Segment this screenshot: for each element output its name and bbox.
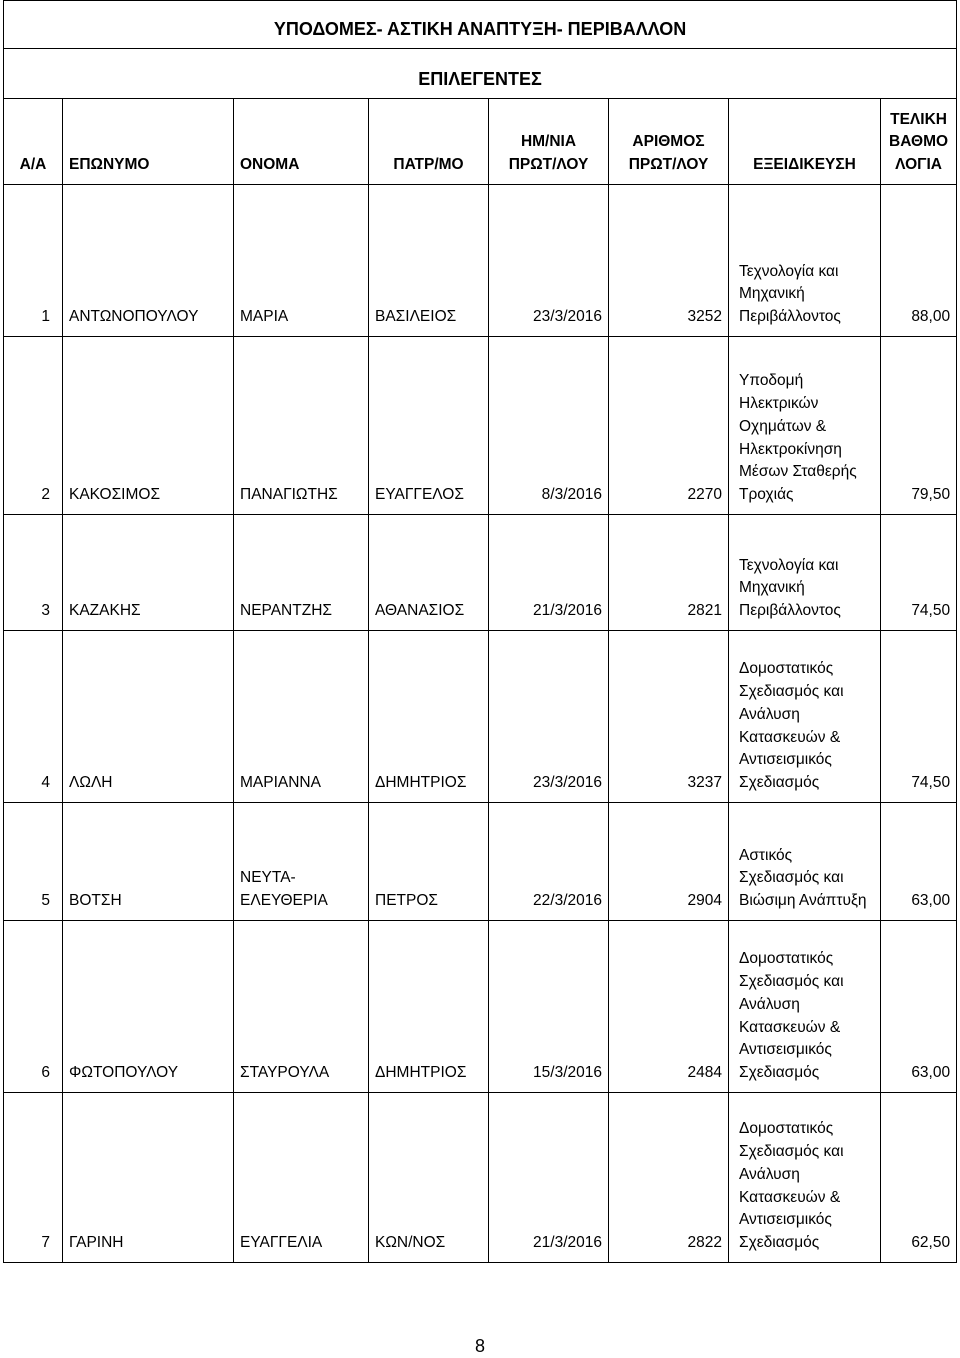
column-header-aa: Α/Α — [4, 99, 63, 185]
table-row — [4, 185, 957, 337]
document-title: ΥΠΟΔΟΜΕΣ- ΑΣΤΙΚΗ ΑΝΑΠΤΥΞΗ- ΠΕΡΙΒΑΛΛΟΝ — [4, 1, 957, 49]
cell-protocol: 3252 — [609, 185, 729, 337]
table-row — [4, 337, 957, 515]
page-number: 8 — [474, 1336, 485, 1356]
column-header-father: ΠΑΤΡ/ΜΟ — [369, 99, 489, 185]
cell-father: ΒΑΣΙΛΕΙΟΣ — [369, 185, 489, 337]
cell-date: 21/3/2016 — [489, 515, 609, 631]
cell-father: ΚΩΝ/ΝΟΣ — [369, 1093, 489, 1263]
cell-date: 8/3/2016 — [489, 337, 609, 515]
cell-father: ΑΘΑΝΑΣΙΟΣ — [369, 515, 489, 631]
cell-specialization: Αστικός Σχεδιασμός και Βιώσιμη Ανάπτυξη — [729, 803, 881, 921]
cell-name: ΝΕΥΤΑ- ΕΛΕΥΘΕΡΙΑ — [234, 803, 369, 921]
cell-protocol: 2904 — [609, 803, 729, 921]
cell-surname: ΦΩΤΟΠΟΥΛΟΥ — [63, 921, 234, 1093]
cell-score: 62,50 — [881, 1093, 957, 1263]
column-header-date: ΗΜ/ΝΙΑ ΠΡΩΤ/ΛΟΥ — [489, 99, 609, 185]
cell-name: ΜΑΡΙΑ — [234, 185, 369, 337]
cell-date: 15/3/2016 — [489, 921, 609, 1093]
cell-father: ΕΥΑΓΓΕΛΟΣ — [369, 337, 489, 515]
cell-score: 63,00 — [881, 803, 957, 921]
cell-surname: ΚΑΖΑΚΗΣ — [63, 515, 234, 631]
cell-name: ΜΑΡΙΑΝΝΑ — [234, 631, 369, 803]
column-header-score: ΤΕΛΙΚΗ ΒΑΘΜΟ ΛΟΓΙΑ — [881, 99, 957, 185]
cell-surname: ΓΑΡΙΝΗ — [63, 1093, 234, 1263]
document-subtitle: ΕΠΙΛΕΓΕΝΤΕΣ — [4, 49, 957, 99]
table-row — [4, 921, 957, 1093]
cell-protocol: 2270 — [609, 337, 729, 515]
results-table — [3, 0, 957, 1263]
cell-protocol: 3237 — [609, 631, 729, 803]
cell-specialization: Τεχνολογία και Μηχανική Περιβάλλοντος — [729, 185, 881, 337]
cell-protocol: 2484 — [609, 921, 729, 1093]
cell-surname: ΛΩΛΗ — [63, 631, 234, 803]
column-header-name: ΟΝΟΜΑ — [234, 99, 369, 185]
cell-aa: 5 — [4, 803, 63, 921]
cell-specialization: Δομοστατικός Σχεδιασμός και Ανάλυση Κατασκευών & Αντισεισμικός Σχεδιασμός — [729, 921, 881, 1093]
table-row — [4, 1093, 957, 1263]
cell-name: ΣΤΑΥΡΟΥΛΑ — [234, 921, 369, 1093]
cell-score: 88,00 — [881, 185, 957, 337]
cell-score: 74,50 — [881, 631, 957, 803]
cell-father: ΔΗΜΗΤΡΙΟΣ — [369, 631, 489, 803]
cell-name: ΕΥΑΓΓΕΛΙΑ — [234, 1093, 369, 1263]
cell-date: 21/3/2016 — [489, 1093, 609, 1263]
cell-aa: 7 — [4, 1093, 63, 1263]
cell-name: ΠΑΝΑΓΙΩΤΗΣ — [234, 337, 369, 515]
cell-specialization: Τεχνολογία και Μηχανική Περιβάλλοντος — [729, 515, 881, 631]
cell-date: 23/3/2016 — [489, 185, 609, 337]
cell-score: 63,00 — [881, 921, 957, 1093]
cell-date: 22/3/2016 — [489, 803, 609, 921]
cell-name: ΝΕΡΑΝΤΖΗΣ — [234, 515, 369, 631]
cell-father: ΔΗΜΗΤΡΙΟΣ — [369, 921, 489, 1093]
cell-surname: ΚΑΚΟΣΙΜΟΣ — [63, 337, 234, 515]
cell-father: ΠΕΤΡΟΣ — [369, 803, 489, 921]
cell-protocol: 2821 — [609, 515, 729, 631]
cell-specialization: Δομοστατικός Σχεδιασμός και Ανάλυση Κατασκευών & Αντισεισμικός Σχεδιασμός — [729, 1093, 881, 1263]
cell-surname: ΑΝΤΩΝΟΠΟΥΛΟΥ — [63, 185, 234, 337]
cell-aa: 2 — [4, 337, 63, 515]
cell-aa: 3 — [4, 515, 63, 631]
cell-score: 79,50 — [881, 337, 957, 515]
column-header-specialization: ΕΞΕΙΔΙΚΕΥΣΗ — [729, 99, 881, 185]
cell-date: 23/3/2016 — [489, 631, 609, 803]
cell-surname: ΒΟΤΣΗ — [63, 803, 234, 921]
table-row — [4, 631, 957, 803]
cell-aa: 1 — [4, 185, 63, 337]
cell-protocol: 2822 — [609, 1093, 729, 1263]
column-header-protocol: ΑΡΙΘΜΟΣ ΠΡΩΤ/ΛΟΥ — [609, 99, 729, 185]
column-header-surname: ΕΠΩΝΥΜΟ — [63, 99, 234, 185]
table-row — [4, 803, 957, 921]
table-body — [4, 185, 957, 1263]
cell-aa: 6 — [4, 921, 63, 1093]
cell-score: 74,50 — [881, 515, 957, 631]
table-row — [4, 515, 957, 631]
cell-aa: 4 — [4, 631, 63, 803]
cell-specialization: Δομοστατικός Σχεδιασμός και Ανάλυση Κατασκευών & Αντισεισμικός Σχεδιασμός — [729, 631, 881, 803]
cell-specialization: Υποδομή Ηλεκτρικών Οχημάτων & Ηλεκτροκίνηση Μέσων Σταθερής Τροχιάς — [729, 337, 881, 515]
